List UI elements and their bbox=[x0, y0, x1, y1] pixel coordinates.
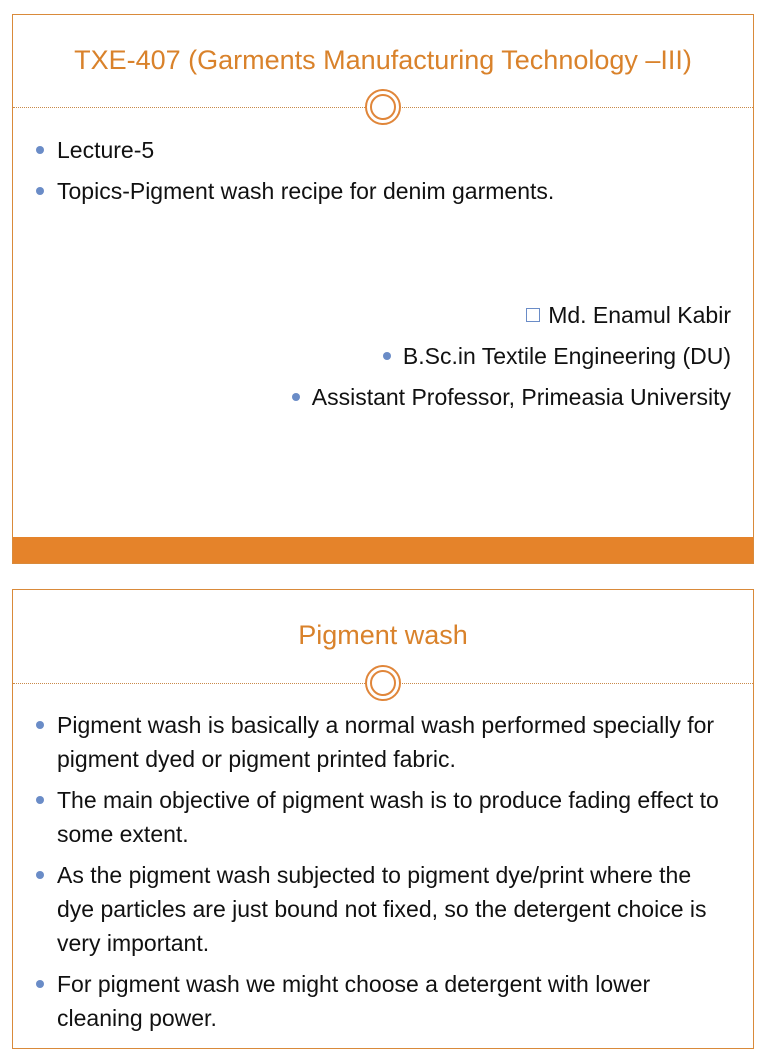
slide-2-bullet-list bbox=[33, 708, 729, 1042]
slide-lecture-title bbox=[12, 14, 754, 564]
bullet-dot-icon bbox=[36, 980, 44, 988]
double-circle-icon bbox=[365, 665, 401, 701]
bullet-text: As the pigment wash subjected to pigment dye/print where the dye particles are just bound not fixed, so the detergent choice is very important. bbox=[57, 862, 707, 956]
list-item bbox=[33, 133, 729, 167]
title-divider bbox=[13, 664, 753, 704]
list-item bbox=[33, 967, 729, 1035]
author-degree: B.Sc.in Textile Engineering (DU) bbox=[402, 343, 731, 369]
bullet-dot-icon bbox=[36, 796, 44, 804]
slide-1-title: TXE-407 (Garments Manufacturing Technology –III) bbox=[74, 45, 692, 75]
list-item bbox=[33, 858, 729, 960]
list-item bbox=[33, 708, 729, 776]
square-bullet-icon bbox=[526, 308, 540, 322]
bullet-dot-icon bbox=[36, 871, 44, 879]
author-degree-line bbox=[292, 339, 731, 373]
bullet-dot-icon bbox=[383, 352, 391, 360]
author-position-line bbox=[292, 380, 731, 414]
list-item bbox=[33, 783, 729, 851]
bullet-text: Lecture-5 bbox=[57, 137, 155, 163]
title-divider bbox=[13, 88, 753, 128]
author-position: Assistant Professor, Primeasia University bbox=[311, 384, 731, 410]
footer-accent-bar bbox=[13, 537, 753, 563]
bullet-dot-icon bbox=[36, 187, 44, 195]
author-info bbox=[292, 298, 731, 421]
double-circle-icon bbox=[365, 89, 401, 125]
bullet-text: The main objective of pigment wash is to produce fading effect to some extent. bbox=[57, 787, 719, 847]
slide-1-bullet-list bbox=[33, 133, 729, 215]
bullet-text: Topics-Pigment wash recipe for denim garments. bbox=[57, 178, 555, 204]
bullet-text: For pigment wash we might choose a detergent with lower cleaning power. bbox=[57, 971, 651, 1031]
bullet-text: Pigment wash is basically a normal wash performed specially for pigment dyed or pigment printed fabric. bbox=[57, 712, 715, 772]
bullet-dot-icon bbox=[292, 393, 300, 401]
bullet-dot-icon bbox=[36, 721, 44, 729]
slide-2-title: Pigment wash bbox=[298, 620, 468, 650]
slide-pigment-wash bbox=[12, 589, 754, 1049]
author-name: Md. Enamul Kabir bbox=[548, 302, 731, 328]
author-name-line bbox=[292, 298, 731, 332]
bullet-dot-icon bbox=[36, 146, 44, 154]
list-item bbox=[33, 174, 729, 208]
